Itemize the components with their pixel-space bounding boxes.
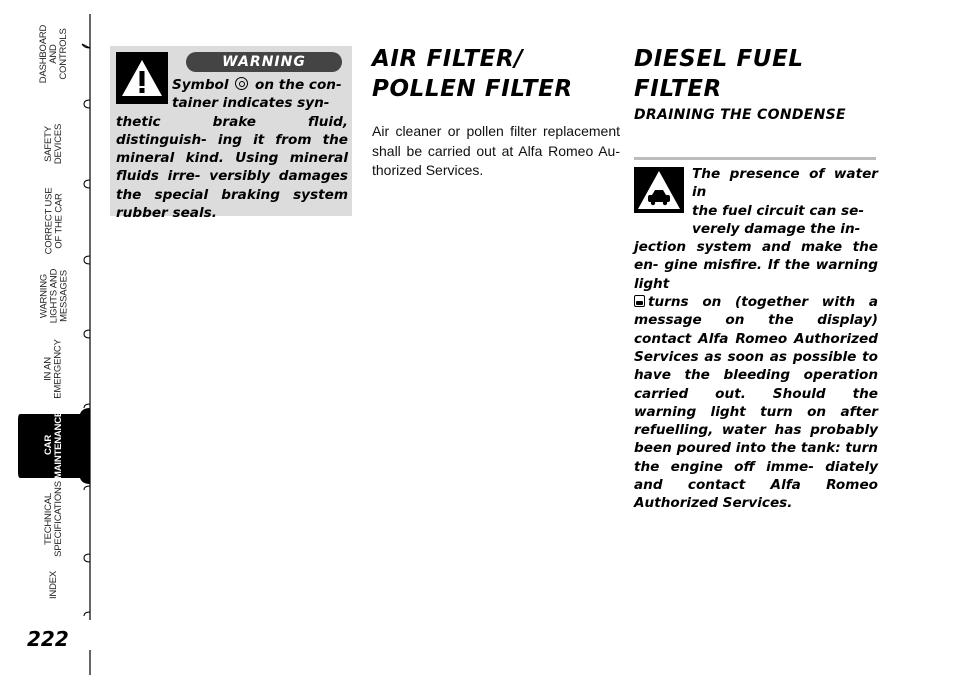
warning-box: [110, 46, 352, 222]
warning-label: WARNING: [186, 52, 342, 72]
tab-label: WARNING LIGHTS AND MESSAGES: [38, 268, 69, 324]
tab-dashboard-and-controls[interactable]: [18, 16, 90, 92]
tab-label: DASHBOARD AND CONTROLS: [37, 24, 69, 84]
tab-safety-devices[interactable]: [18, 112, 90, 176]
tab-label: IN AN EMERGENCY: [43, 339, 64, 399]
water-in-fuel-icon: [634, 295, 645, 307]
draining-subtitle: DRAINING THE CONDENSE: [634, 107, 846, 123]
tab-label: CAR MAINTENANCE: [43, 411, 64, 479]
tab-label: CORRECT USE OF THE CAR: [43, 187, 64, 255]
tab-warning-lights[interactable]: [18, 260, 90, 332]
air-filter-title: AIR FILTER/ POLLEN FILTER: [372, 46, 573, 102]
chapter-tabs: [0, 0, 100, 692]
tab-index[interactable]: [18, 560, 90, 610]
caution-text: The presence of water in the fuel circuit can se- verely damage the in- jection system and make the en- gine misfire. If the warning light turns on (together with a message on the display) contact Alfa Romeo Authorized Services as soon as possible to have the bleeding operation carried out. Should the warning light turn on after refuelling, water has probably been poured into the tank: turn the engine off imme- diately and contact Alfa Romeo Authorized Services.: [634, 166, 878, 512]
section-rule: [634, 157, 876, 160]
tab-label: TECHNICAL SPECIFICATIONS: [43, 481, 64, 557]
tab-correct-use[interactable]: [18, 186, 90, 256]
warning-text: Symbol on the con- tainer indicates syn- thetic brake fluid, distinguish- ing it from the mineral kind. Using mineral fluids irre- versibly damages the special braking system rubber seals.: [116, 77, 348, 222]
page-number: 222: [27, 627, 69, 651]
tab-technical-specifications[interactable]: [18, 481, 90, 557]
tab-label: SAFETY DEVICES: [43, 123, 64, 165]
brake-fluid-symbol-icon: [235, 77, 248, 90]
tab-in-an-emergency[interactable]: [18, 334, 90, 404]
air-filter-body: Air cleaner or pollen filter replacement shall be carried out at Alfa Romeo Au- thorized Services.: [372, 123, 620, 179]
tab-label: INDEX: [47, 570, 59, 600]
diesel-filter-title: DIESEL FUEL FILTER: [634, 46, 804, 102]
tab-car-maintenance[interactable]: [18, 410, 90, 480]
